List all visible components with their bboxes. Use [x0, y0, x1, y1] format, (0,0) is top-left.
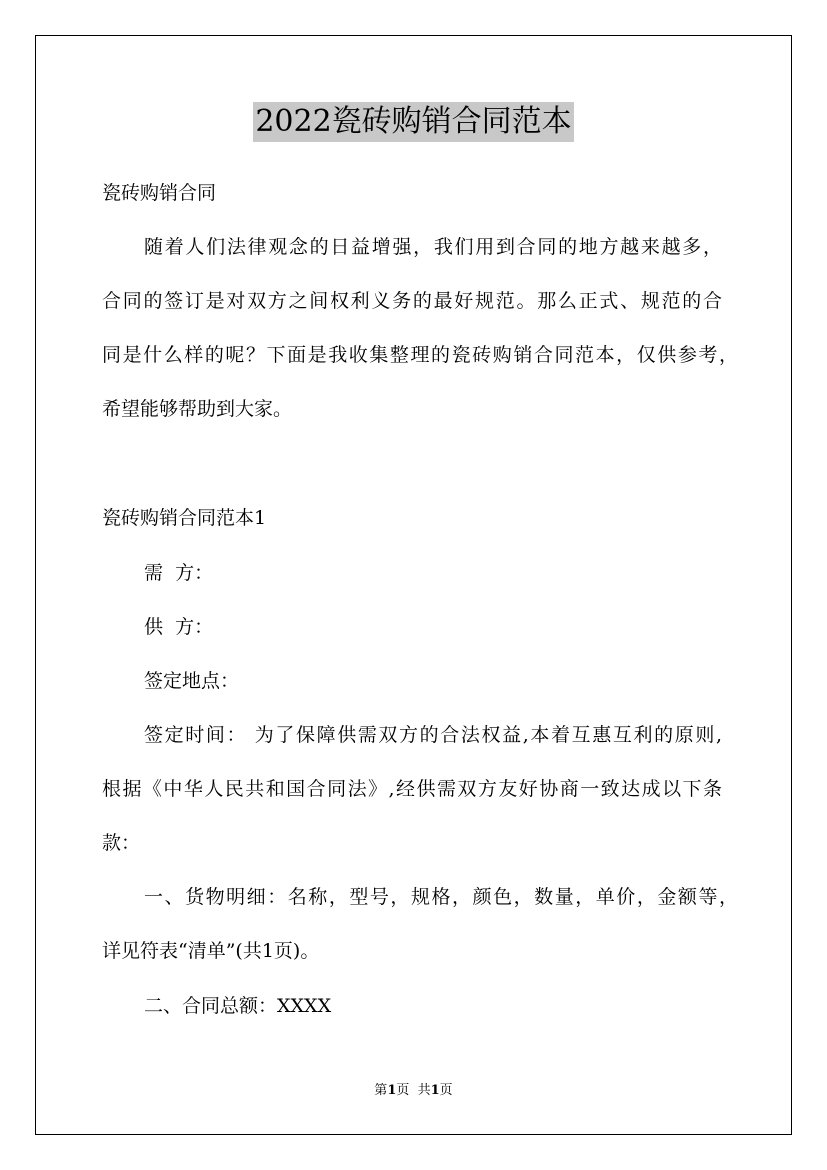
footer-page-total: 1: [430, 1083, 440, 1098]
title-container: [0, 102, 827, 142]
intro-line-3: 同是什么样的呢？下面是我收集整理的瓷砖购销合同范本，仅供参考，: [102, 344, 738, 366]
buyer-field: 需 方：: [144, 562, 214, 584]
clause-1-line-2: 详见符表“清单”(共1页)。: [102, 940, 320, 962]
supplier-field: 供 方：: [144, 616, 214, 638]
intro-line-2: 合同的签订是对双方之间权利义务的最好规范。那么正式、规范的合: [102, 290, 722, 312]
sign-time-line-2: 根据《中华人民共和国合同法》,经供需双方友好协商一致达成以下条: [102, 778, 722, 800]
footer-prefix: 第: [374, 1083, 388, 1098]
sample-heading: 瓷砖购销合同范本1: [102, 507, 267, 529]
clause-2: 二、合同总额：XXXX: [144, 995, 332, 1017]
document-title: 2022瓷砖购销合同范本: [253, 102, 573, 142]
sign-place-field: 签定地点：: [144, 670, 240, 692]
intro-line-1: 随着人们法律观念的日益增强，我们用到合同的地方越来越多，: [144, 236, 722, 258]
footer-page-number: 1: [387, 1083, 397, 1098]
footer-suffix: 页: [439, 1083, 453, 1098]
clause-1-line-1: 一、货物明细：名称，型号，规格，颜色，数量，单价，金额等，: [144, 886, 738, 908]
sign-time-line-3: 款：: [102, 832, 141, 854]
footer-middle: 页 共: [396, 1083, 431, 1098]
intro-line-4: 希望能够帮助到大家。: [102, 398, 293, 420]
page-footer: [0, 1082, 827, 1100]
section-heading: 瓷砖购销合同: [102, 182, 217, 204]
sign-time-line-1: 签定时间： 为了保障供需双方的合法权益,本着互惠互利的原则,: [144, 724, 722, 746]
